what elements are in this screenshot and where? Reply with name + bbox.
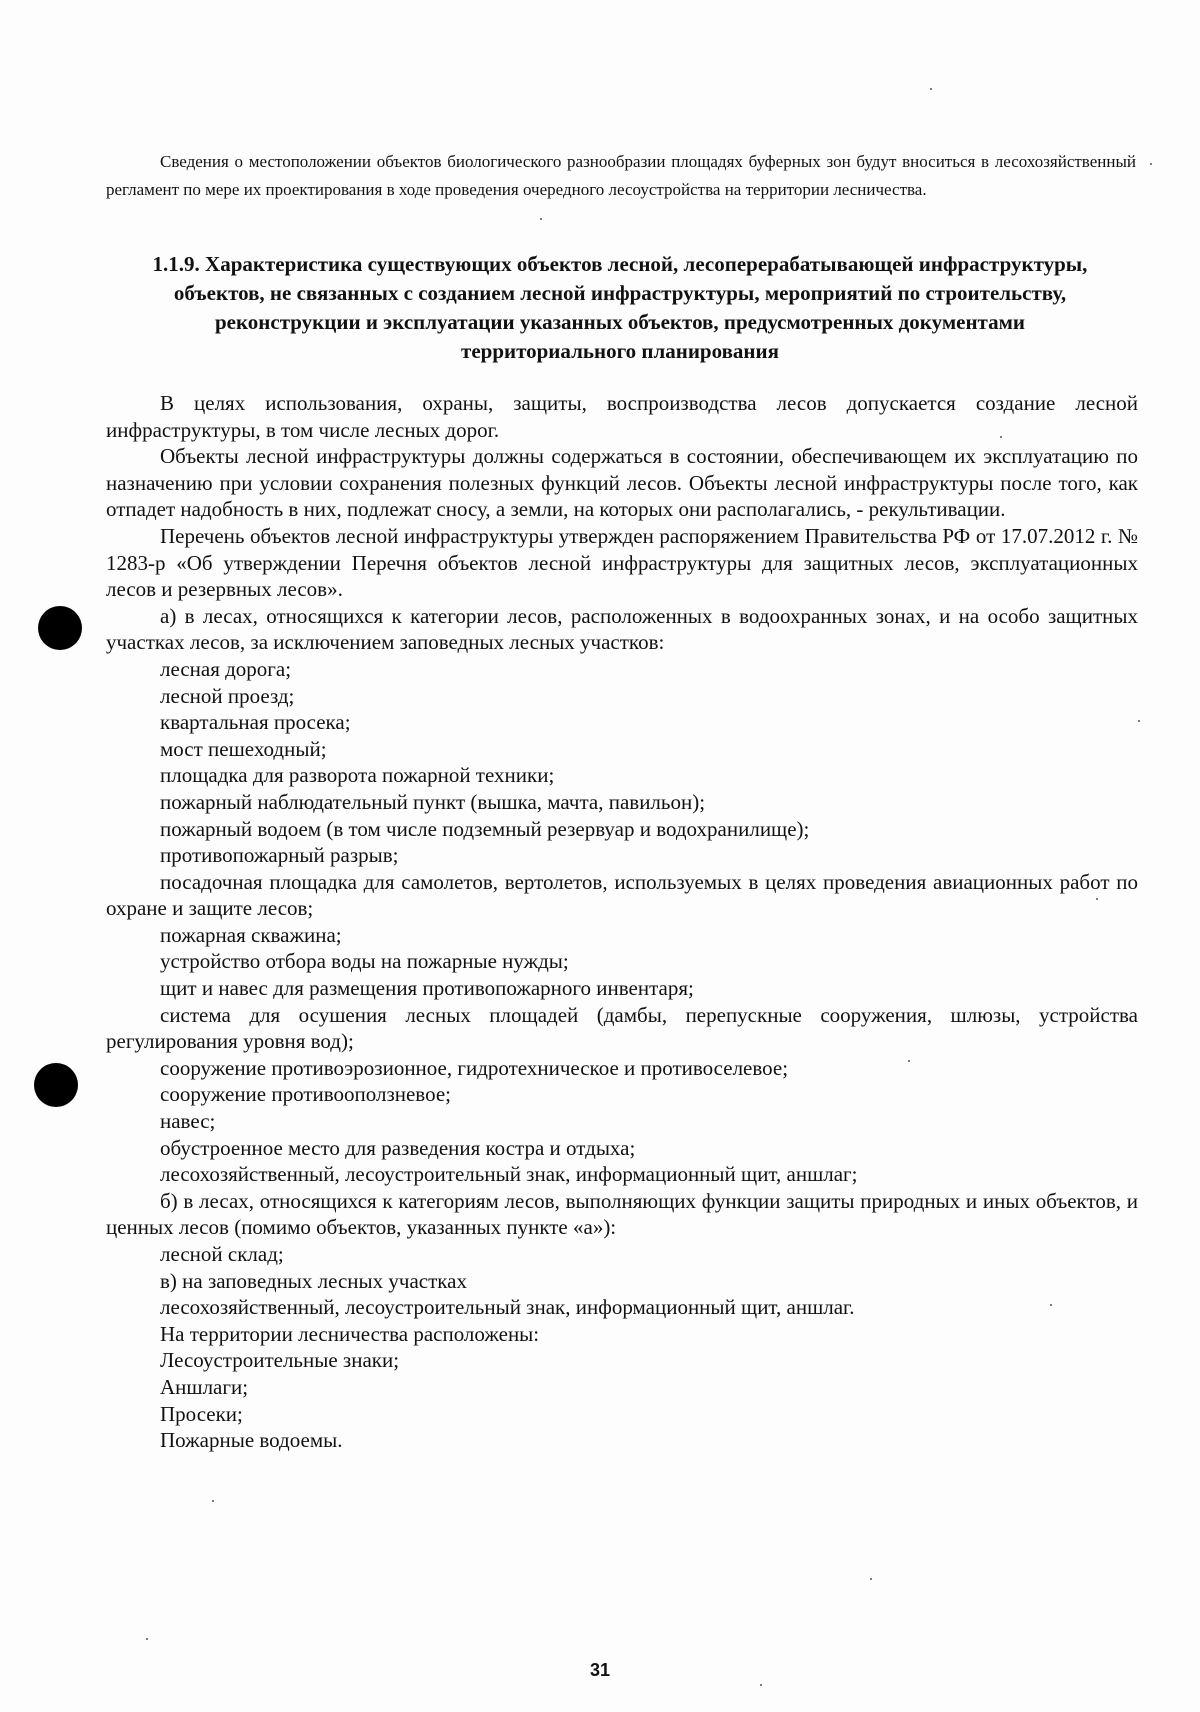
list-item: щит и навес для размещения противопожарного инвентаря; — [160, 976, 694, 1001]
list-item: посадочная площадка для самолетов, вертолетов, используемых в целях проведения авиационных работ по охране и защите лесов; — [106, 869, 1138, 921]
intro-paragraph: Сведения о местоположении объектов биологического разнообразии площадях буферных зон будут вноситься в лесохозяйственный регламент по мере их проектирования в ходе проведения очередного лесоустройства на территории лесничества. — [106, 152, 1136, 199]
located-item: Аншлаги; — [160, 1374, 249, 1399]
list-item: площадка для разворота пожарной техники; — [160, 763, 555, 788]
page-number: 31 — [589, 1660, 611, 1680]
scan-speck — [212, 1500, 214, 1502]
list-item: устройство отбора воды на пожарные нужды; — [160, 949, 569, 974]
paragraph: Перечень объектов лесной инфраструктуры утвержден распоряжением Правительства РФ от 17.07.2012 г. № 1283-р «Об утверждении Перечня объектов лесной инфраструктуры для защитных лесов, эксплуатационных лесов и резервных лесов». — [106, 523, 1138, 602]
list-item: лесохозяйственный, лесоустроительный знак, информационный щит, аншлаг. — [160, 1295, 855, 1320]
scan-speck — [870, 1578, 872, 1580]
section-body — [106, 390, 1138, 1454]
list-item: пожарный водоем (в том числе подземный резервуар и водохранилище); — [160, 816, 810, 841]
located-item: Пожарные водоемы. — [160, 1428, 343, 1453]
scan-speck — [540, 218, 542, 220]
scan-speck — [1096, 898, 1098, 900]
punch-hole-mark — [34, 1063, 78, 1107]
paragraph: В целях использования, охраны, защиты, воспроизводства лесов допускается создание лесной инфраструктуры, в том числе лесных дорог. — [106, 391, 1138, 442]
located-intro: На территории лесничества расположены: — [160, 1321, 540, 1346]
list-item: лесной склад; — [160, 1242, 284, 1266]
list-item: пожарный наблюдательный пункт (вышка, мачта, павильон); — [160, 789, 706, 814]
list-item: противопожарный разрыв; — [160, 843, 399, 868]
scan-speck — [930, 88, 932, 90]
paragraph: б) в лесах, относящихся к категориям лесов, выполняющих функции защиты природных и иных объектов, и ценных лесов (помимо объектов, указанных пункте «а»): — [106, 1188, 1138, 1240]
located-item: Лесоустроительные знаки; — [160, 1348, 400, 1373]
list-item: квартальная просека; — [160, 710, 351, 735]
punch-hole-mark — [38, 606, 82, 650]
list-item: сооружение противооползневое; — [160, 1082, 451, 1107]
paragraph: в) на заповедных лесных участках — [160, 1268, 467, 1293]
list-item: система для осушения лесных площадей (дамбы, перепускные сооружения, шлюзы, устройства регулирования уровня вод); — [106, 1002, 1138, 1054]
paragraph: Объекты лесной инфраструктуры должны содержаться в состоянии, обеспечивающем их эксплуатацию по назначению при условии сохранения полезных функций лесов. Объекты лесной инфраструктуры после того, как отпадет надобность в них, подлежат сносу, а земли, на которых они располагались, - рекультивации. — [106, 444, 1138, 522]
list-item: лесохозяйственный, лесоустроительный знак, информационный щит, аншлаг; — [160, 1162, 858, 1187]
scan-speck — [908, 1060, 910, 1062]
scan-speck — [1138, 720, 1140, 722]
section-heading: 1.1.9. Характеристика существующих объектов лесной, лесоперерабатывающей инфраструктуры, объектов, не связанных с созданием лесной инфраструктуры, мероприятий по строительству, реконструкции и эксплуатации указанных объектов, предусмотренных документами территориального планирования — [152, 252, 1088, 363]
scan-speck — [1150, 163, 1152, 165]
located-item: Просеки; — [160, 1401, 243, 1426]
scan-speck — [760, 1684, 762, 1686]
list-item: лесной проезд; — [160, 683, 295, 708]
scan-speck — [1050, 1304, 1052, 1306]
paragraph: а) в лесах, относящихся к категории лесов, расположенных в водоохранных зонах, и на особо защитных участках лесов, за исключением заповедных лесных участков: — [106, 603, 1138, 655]
list-item: навес; — [160, 1109, 216, 1134]
scan-speck — [146, 1638, 148, 1640]
list-item: мост пешеходный; — [160, 736, 327, 761]
list-item: пожарная скважина; — [160, 922, 342, 947]
scan-speck — [1000, 436, 1002, 438]
list-item: лесная дорога; — [160, 656, 292, 681]
list-item: сооружение противоэрозионное, гидротехническое и противоселевое; — [160, 1055, 789, 1080]
list-item: обустроенное место для разведения костра и отдыха; — [160, 1135, 636, 1160]
